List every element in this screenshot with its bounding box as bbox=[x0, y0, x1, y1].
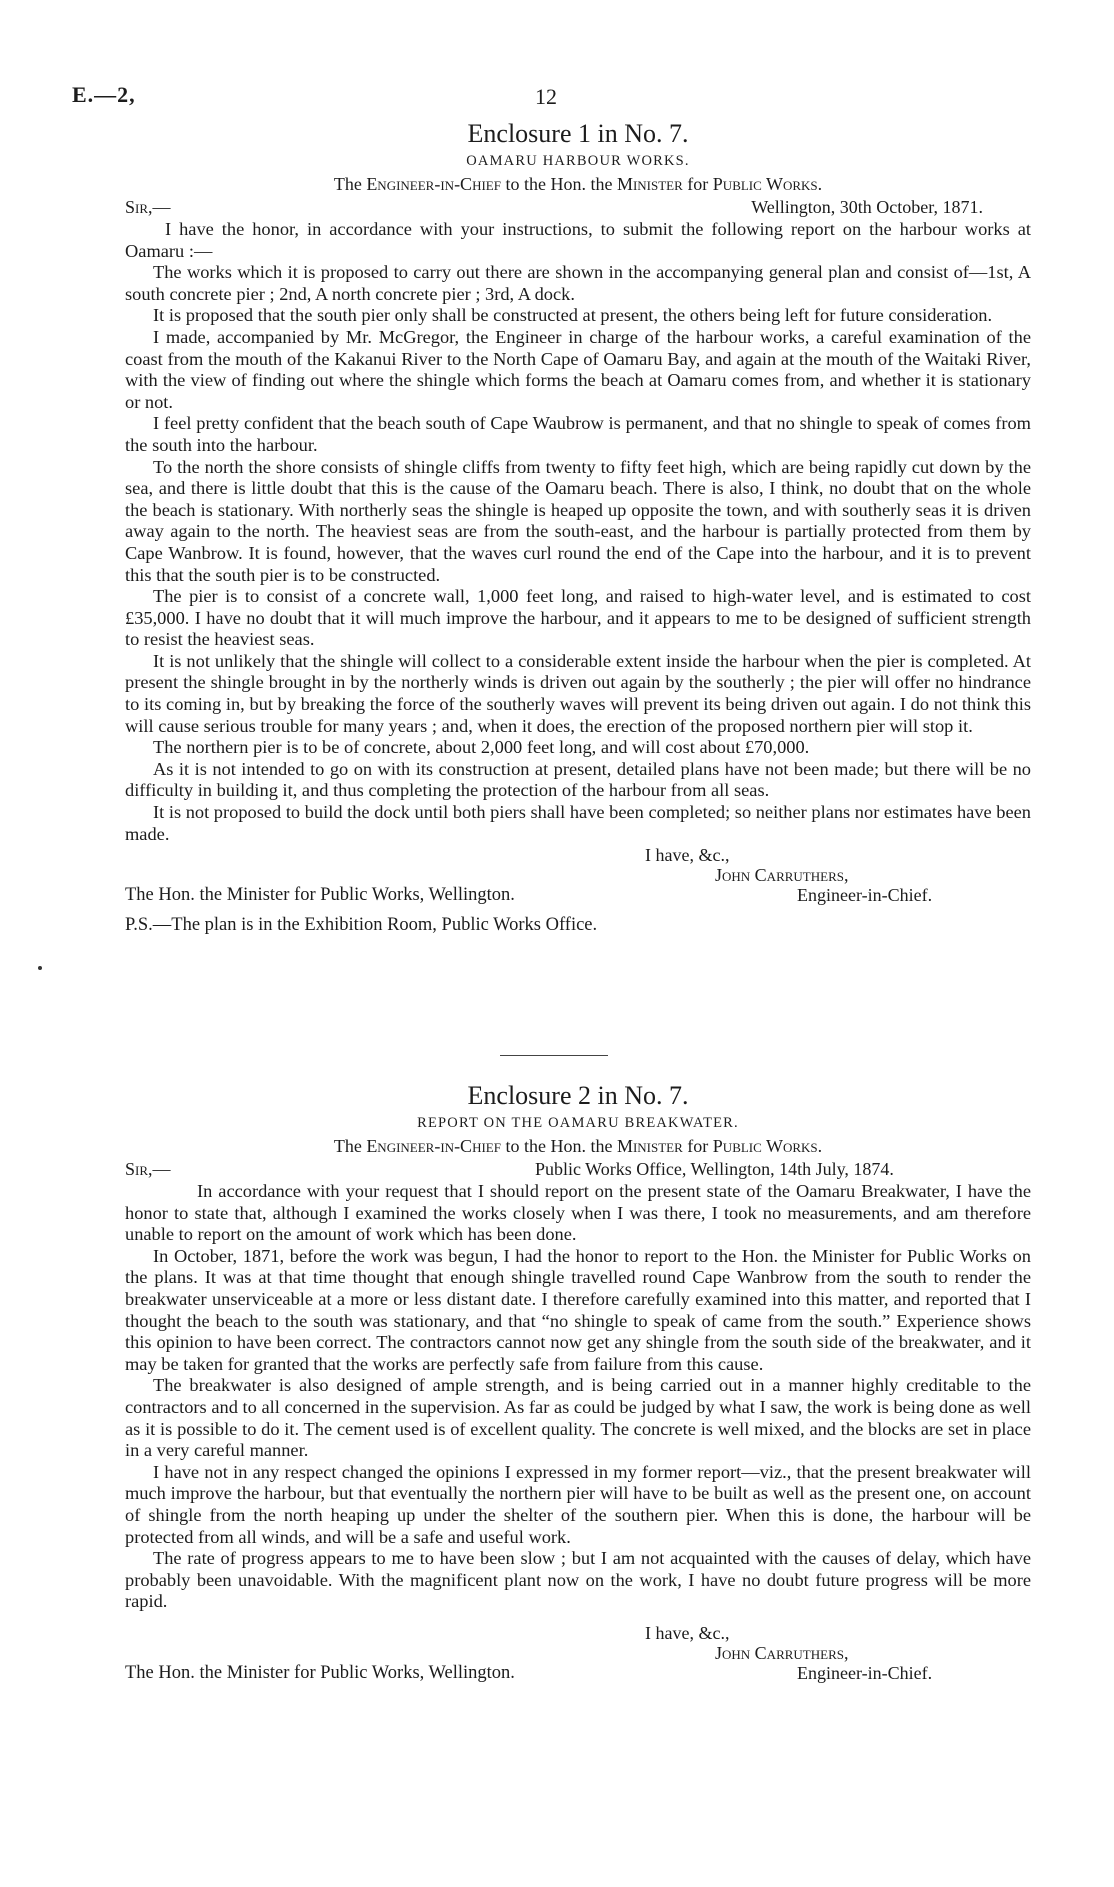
enclosure-2 bbox=[125, 1080, 1031, 1685]
paragraph: To the north the shore consists of shingle cliffs from twenty to fifty feet high, which are being rapidly cut down by the sea, and there is little doubt that this is the cause of the Oamaru beach. There is also, I think, no doubt that on the whole the beach is stationary. With northerly seas the shingle is heaped up opposite the town, and with southerly seas it is driven away again to the north. The heaviest seas are from the south-east, and the harbour is partially protected from them by Cape Wanbrow. It is found, however, that the waves curl round the end of the Cape into the harbour, and it is to prevent this that the south pier is to be constructed. bbox=[125, 456, 1031, 585]
paragraph: It is not unlikely that the shingle will collect to a considerable extent inside the harbour when the pier is completed. At present the shingle brought in by the northerly winds is driven out again by the southerly ; the pier will offer no hindrance to its coming in, but by breaking the force of the southerly waves will prevent its being driven out again. I do not think this will cause serious trouble for many years ; and, when it does, the erection of the proposed northern pier will stop it. bbox=[125, 650, 1031, 736]
enclosure-1-subtitle: OAMARU HARBOUR WORKS. bbox=[466, 153, 690, 169]
enclosure-2-subtitle: REPORT ON THE OAMARU BREAKWATER. bbox=[417, 1115, 739, 1131]
paragraph: I made, accompanied by Mr. McGregor, the Engineer in charge of the harbour works, a careful examination of the coast from the mouth of the Kakanui River to the North Cape of Oamaru Bay, and again at the mouth of the Waitaki River, with the view of finding out where the shingle which forms the beach at Oamaru comes from, and whether it is stationary or not. bbox=[125, 326, 1031, 412]
letter-date: Wellington, 30th October, 1871. bbox=[751, 197, 983, 217]
section-divider bbox=[500, 1055, 608, 1056]
enclosure-2-salutation-row bbox=[125, 1158, 1031, 1181]
paragraph: The pier is to consist of a concrete wall, 1,000 feet long, and raised to high-water level, and is estimated to cost £35,000. I have no doubt that it will much improve the harbour, and it appears to me to be designed of sufficient strength to resist the heaviest seas. bbox=[125, 586, 1031, 650]
enclosure-1-signature bbox=[125, 845, 1031, 905]
enclosure-1 bbox=[125, 118, 1031, 937]
enclosure-2-body bbox=[125, 1181, 1031, 1613]
paragraph: The rate of progress appears to me to have been slow ; but I am not acquainted with the causes of delay, which have probably been unavoidable. With the magnificent plant now on the work, I have no doubt future progress will be more rapid. bbox=[125, 1548, 1031, 1612]
paragraph: The breakwater is also designed of ample strength, and is being carried out in a manner highly creditable to the contractors and to all concerned in the supervision. As far as could be judged by what I saw, the work is being done as well as it is possible to do it. The cement used is of excellent quality. The concrete is well mixed, and the blocks are set in place in a very careful manner. bbox=[125, 1375, 1031, 1461]
paragraph: The works which it is proposed to carry out there are shown in the accompanying general plan and consist of—1st, A south concrete pier ; 2nd, A north concrete pier ; 3rd, A dock. bbox=[125, 262, 1031, 304]
enclosure-2-title: Enclosure 2 in No. 7. bbox=[467, 1081, 689, 1110]
enclosure-1-address-line: The Engineer-in-Chief to the Hon. the Minister for Public Works. bbox=[333, 174, 823, 194]
closing: I have, &c., bbox=[645, 845, 730, 866]
paragraph: I have the honor, in accordance with your instructions, to submit the following report on the harbour works at Oamaru :— bbox=[125, 219, 1031, 261]
salutation: Sir,— bbox=[125, 1159, 171, 1179]
enclosure-1-title: Enclosure 1 in No. 7. bbox=[467, 119, 689, 148]
enclosure-1-salutation-row bbox=[125, 196, 1031, 219]
paragraph: It is proposed that the south pier only shall be constructed at present, the others being left for future consideration. bbox=[153, 305, 993, 326]
margin-dot bbox=[38, 966, 42, 970]
enclosure-2-address-line: The Engineer-in-Chief to the Hon. the Minister for Public Works. bbox=[333, 1136, 823, 1156]
signature-title: Engineer-in-Chief. bbox=[797, 885, 933, 906]
signature-name: John Carruthers, bbox=[715, 865, 849, 886]
signature-title: Engineer-in-Chief. bbox=[797, 1662, 933, 1683]
salutation: Sir,— bbox=[125, 197, 171, 217]
paragraph: I feel pretty confident that the beach south of Cape Waubrow is permanent, and that no shingle to speak of comes from the south into the harbour. bbox=[125, 413, 1031, 455]
postscript: P.S.—The plan is in the Exhibition Room, Public Works Office. bbox=[125, 915, 598, 936]
paragraph: As it is not intended to go on with its construction at present, detailed plans have not been made; but there will be no difficulty in building it, and thus completing the protection of the harbour from all seas. bbox=[125, 758, 1031, 801]
closing: I have, &c., bbox=[645, 1622, 730, 1643]
page-number: 12 bbox=[535, 84, 557, 109]
paragraph: It is not proposed to build the dock until both piers shall have been completed; so neither plans nor estimates have been made. bbox=[125, 802, 1031, 844]
letter-date: Public Works Office, Wellington, 14th July, 1874. bbox=[535, 1159, 894, 1179]
enclosure-2-signature bbox=[125, 1623, 1031, 1683]
page-header-series: E.—2, bbox=[72, 82, 136, 107]
addressee: The Hon. the Minister for Public Works, Wellington. bbox=[125, 885, 515, 906]
paragraph: In October, 1871, before the work was begun, I had the honor to report to the Hon. the Minister for Public Works on the plans. It was at that time thought that enough shingle travelled round Cape Wanbrow from the south to render the breakwater unserviceable at a more or less distant date. I therefore carefully examined into this matter, and reported that I thought the beach to the south was stationary, and that “no shingle to speak of came from the south.” Experience shows this opinion to have been correct. The contractors cannot now get any shingle from the south side of the breakwater, and it may be taken for granted that the works are perfectly safe from failure from this cause. bbox=[125, 1245, 1031, 1374]
paragraph: I have not in any respect changed the opinions I expressed in my former report—viz., that the present breakwater will much improve the harbour, but that eventually the northern pier will have to be built as well as the present one, on account of shingle from the north heaping up under the shelter of the southern pier. When this is done, the harbour will be protected from all winds, and will be a safe and useful work. bbox=[125, 1461, 1031, 1547]
enclosure-1-body bbox=[125, 219, 1031, 845]
addressee: The Hon. the Minister for Public Works, Wellington. bbox=[125, 1662, 515, 1683]
paragraph: The northern pier is to be of concrete, about 2,000 feet long, and will cost about £70,000. bbox=[153, 737, 810, 758]
paragraph: In accordance with your request that I should report on the present state of the Oamaru Breakwater, I have the honor to state that, although I examined the works closely when I was there, I took no measurements, and am therefore unable to report on the amount of work which has been done. bbox=[125, 1181, 1031, 1245]
signature-name: John Carruthers, bbox=[715, 1642, 849, 1663]
